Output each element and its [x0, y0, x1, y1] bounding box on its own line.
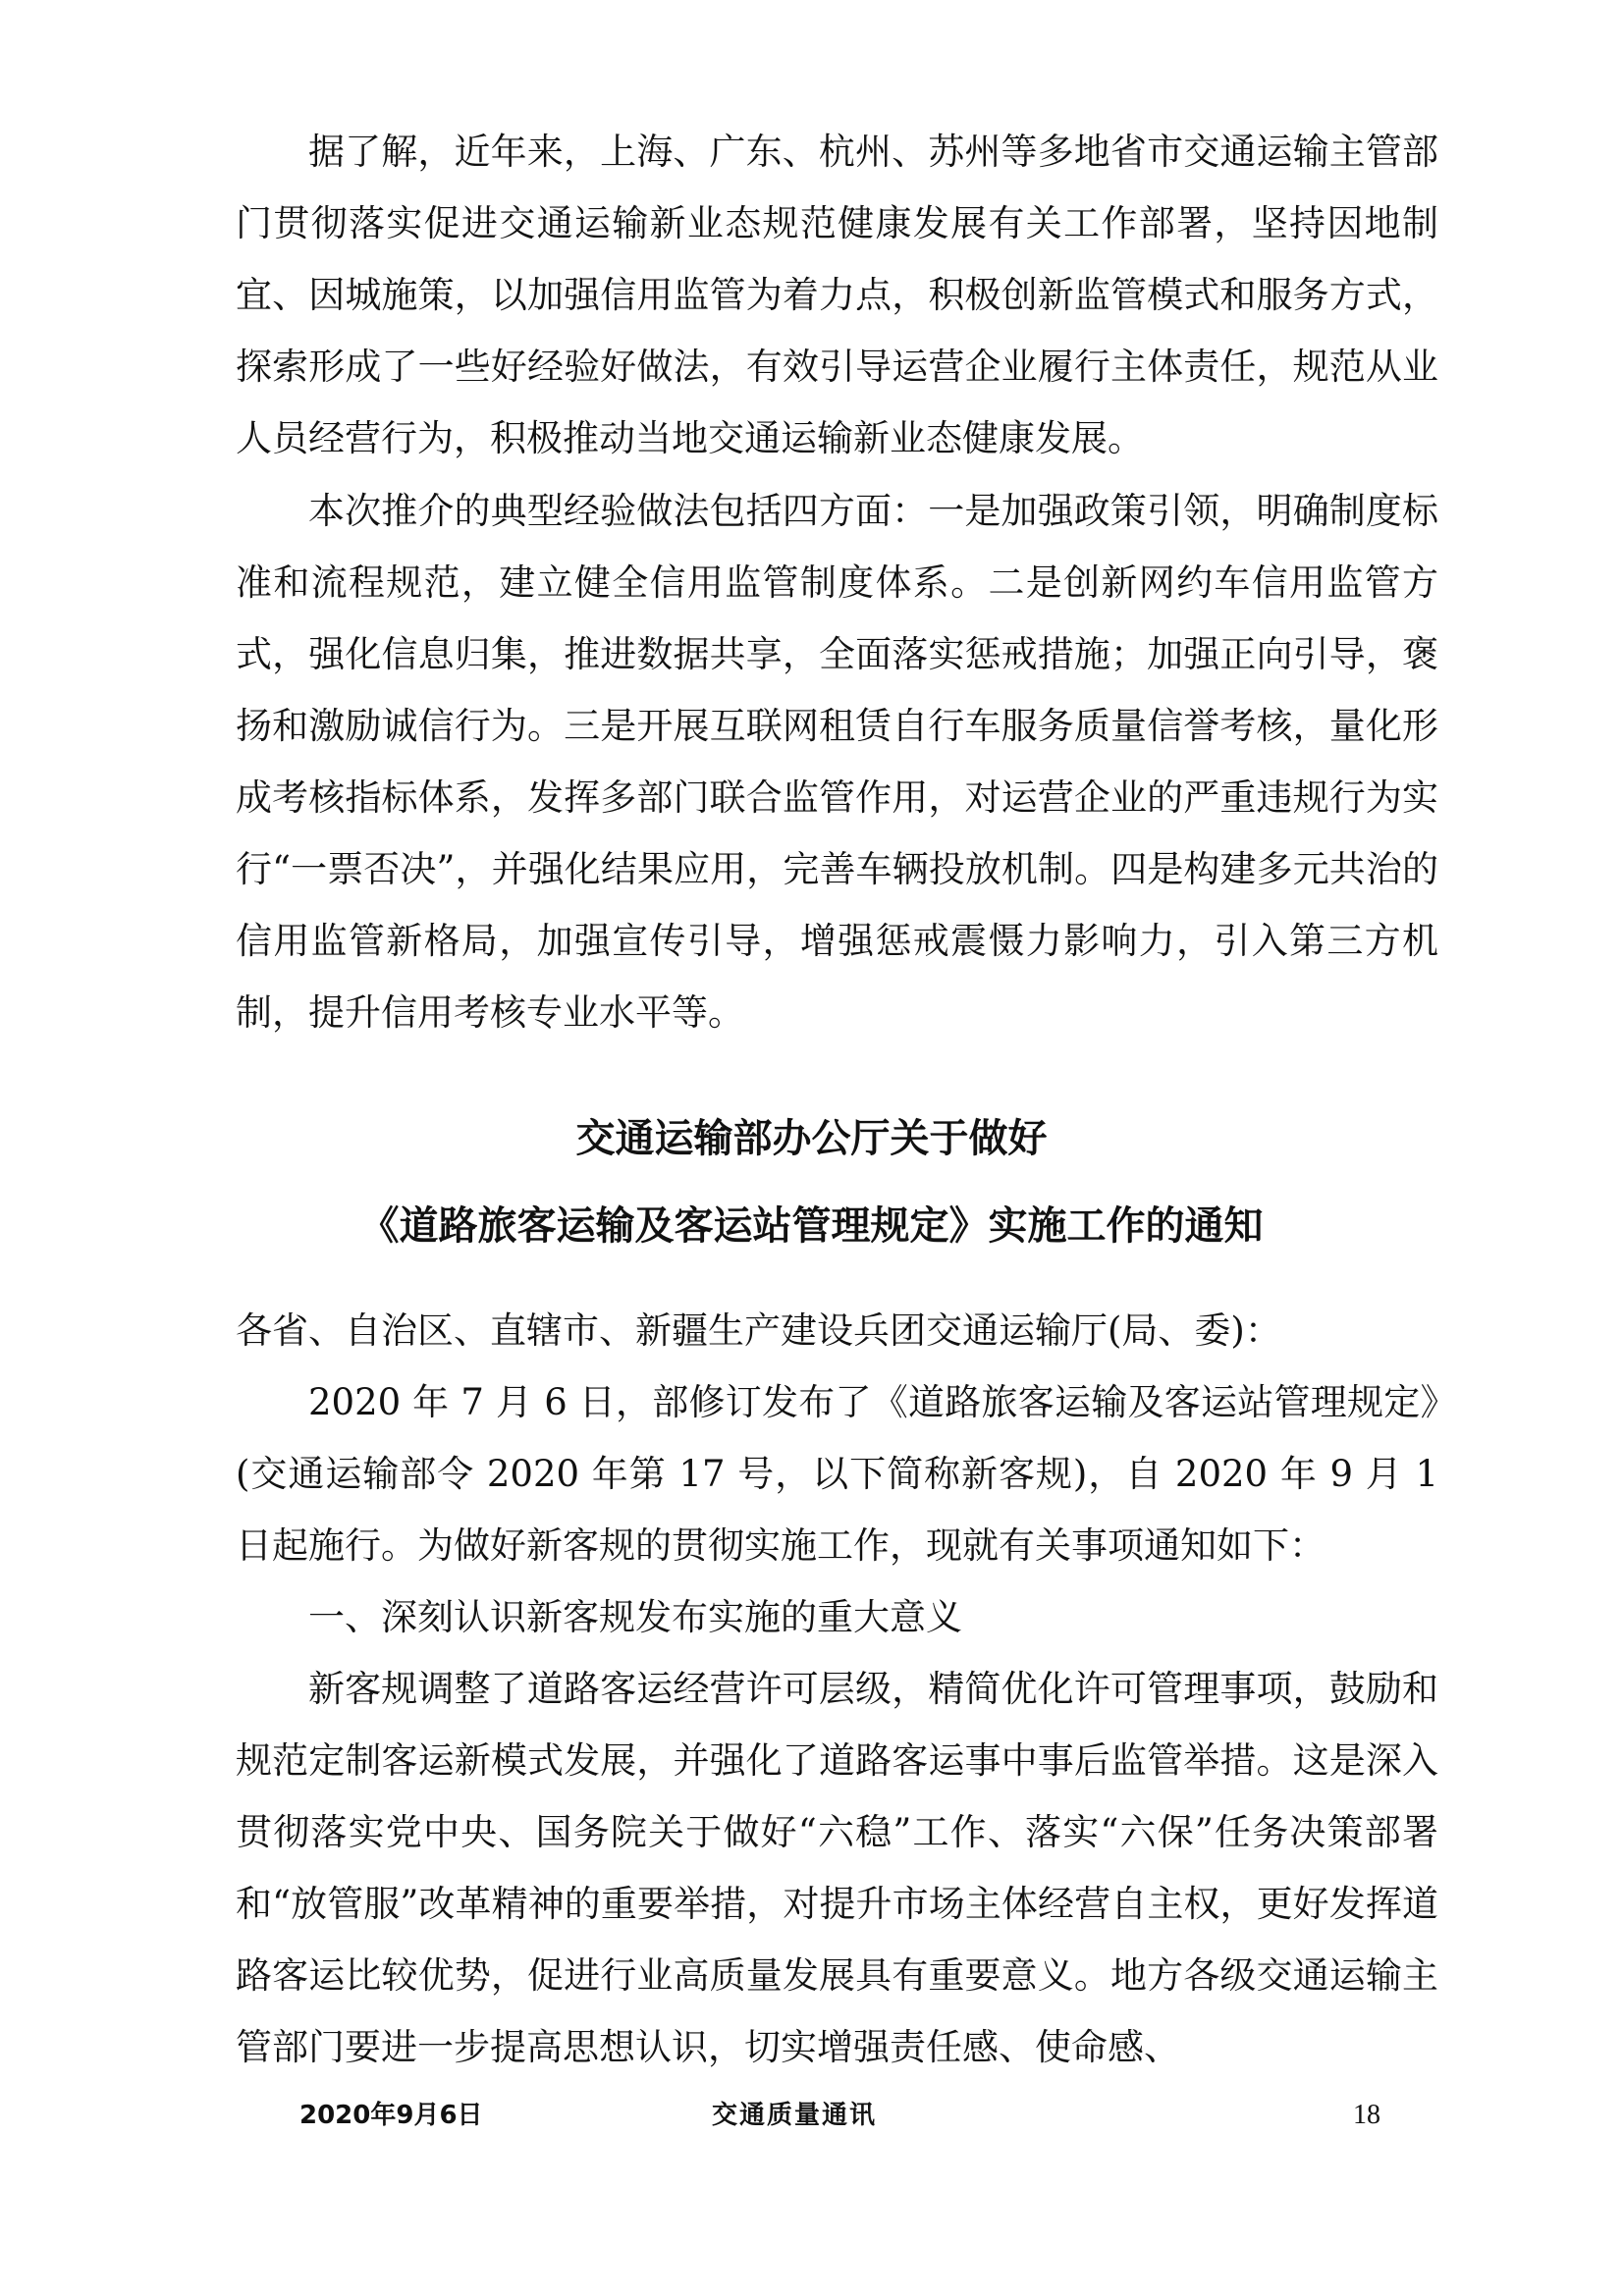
paragraph-release-info: 2020 年 7 月 6 日，部修订发布了《道路旅客运输及客运站管理规定》(交通运输部令 2020 年第 17 号，以下简称新客规)，自 2020 年 9 月 1 日起施行。为做好新客规的贯彻实施工作，现就有关事项通知如下：: [236, 1381, 1438, 1567]
footer-date: 2020年9月6日: [299, 2101, 483, 2130]
page-number: 18: [1353, 2100, 1380, 2130]
salutation: 各省、自治区、直辖市、新疆生产建设兵团交通运输厅(局、委)：: [236, 1309, 1281, 1352]
notice-title-line-2: 《道路旅客运输及客运站管理规定》实施工作的通知: [359, 1203, 1264, 1249]
footer-publication: 交通质量通讯: [712, 2101, 878, 2130]
notice-title-line-1: 交通运输部办公厅关于做好: [575, 1116, 1048, 1161]
paragraph-typical-practices: 本次推介的典型经验做法包括四方面：一是加强政策引领，明确制度标准和流程规范，建立健全信用监管制度体系。二是创新网约车信用监管方式，强化信息归集，推进数据共享，全面落实惩戒措施；加强正向引导，褒扬和激励诚信行为。三是开展互联网租赁自行车服务质量信誉考核，量化形成考核指标体系，发挥多部门联合监管作用，对运营企业的严重违规行为实行“一票否决”，并强化结果应用，完善车辆投放机制。四是构建多元共治的信用监管新格局，加强宣传引导，增强惩戒震慑力影响力，引入第三方机制，提升信用考核专业水平等。: [236, 490, 1438, 1034]
section-heading-significance: 一、深刻认识新客规发布实施的重大意义: [308, 1596, 962, 1638]
paragraph-significance: 新客规调整了道路客运经营许可层级，精简优化许可管理事项，鼓励和规范定制客运新模式发展，并强化了道路客运事中事后监管举措。这是深入贯彻落实党中央、国务院关于做好“六稳”工作、落实“六保”任务决策部署和“放管服”改革精神的重要举措，对提升市场主体经营自主权，更好发挥道路客运比较优势，促进行业高质量发展具有重要意义。地方各级交通运输主管部门要进一步提高思想认识，切实增强责任感、使命感、: [236, 1668, 1438, 2068]
paragraph-background: 据了解，近年来，上海、广东、杭州、苏州等多地省市交通运输主管部门贯彻落实促进交通运输新业态规范健康发展有关工作部署，坚持因地制宜、因城施策，以加强信用监管为着力点，积极创新监管模式和服务方式，探索形成了一些好经验好做法，有效引导运营企业履行主体责任，规范从业人员经营行为，积极推动当地交通运输新业态健康发展。: [236, 131, 1438, 459]
